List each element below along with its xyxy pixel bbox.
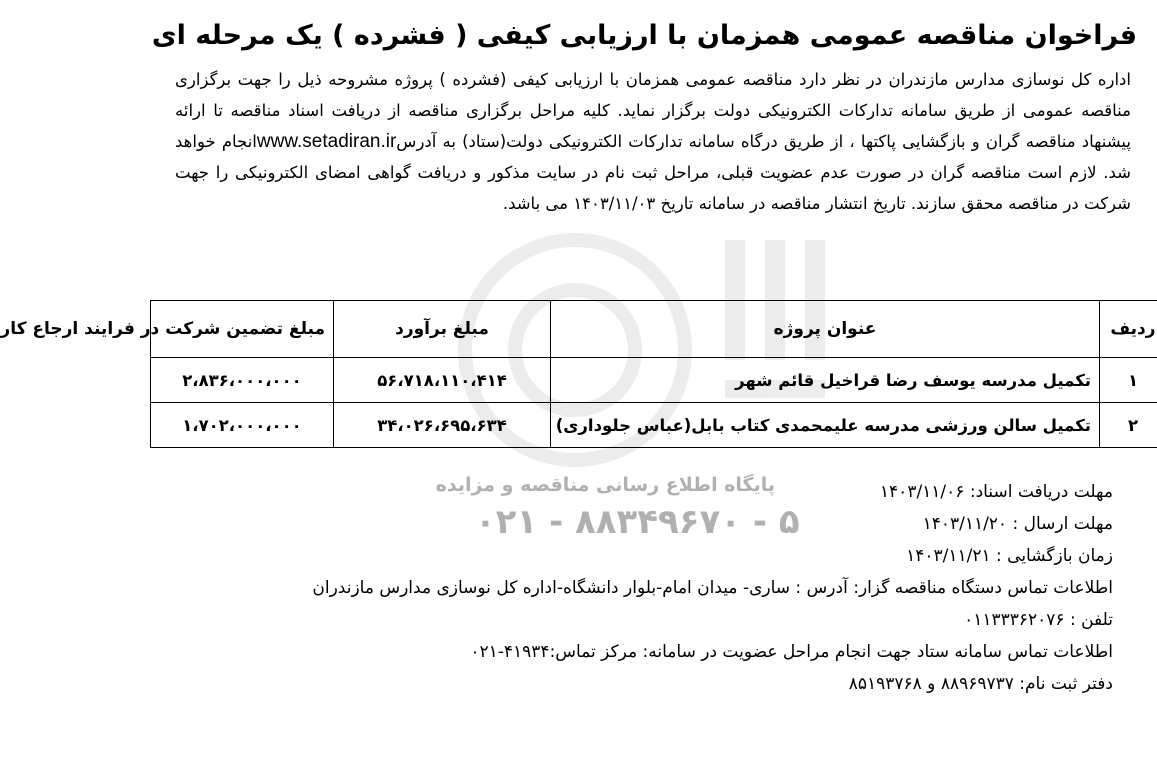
intro-text-part2: انجام خواهد شد. لازم است مناقصه گران در صورت عدم عضویت قبلی، مراحل ثبت نام در سایت مذکور و دریافت گواهی امضای الکترونیکی را جهت شرکت در مناقصه محقق سازند. تاریخ انتشار مناقصه در سامانه تاریخ ۱۴۰۳/۱۱/۰۳ می باشد. xyxy=(175,132,1131,213)
row-index: ۱ xyxy=(1100,358,1157,403)
setad-contact: اطلاعات تماس سامانه ستاد جهت انجام مراحل عضویت در سامانه: مرکز تماس:۴۱۹۳۴-۰۲۱ xyxy=(470,642,1113,662)
contact-phone: تلفن : ۰۱۱۳۳۳۶۲۰۷۶ xyxy=(964,610,1113,630)
row-estimate: ۵۶،۷۱۸،۱۱۰،۴۱۴ xyxy=(334,358,551,403)
contact-address: اطلاعات تماس دستگاه مناقصه گزار: آدرس : ساری- میدان امام-بلوار دانشگاه-اداره کل نوسازی مدارس مازندران xyxy=(312,578,1113,598)
row-index: ۲ xyxy=(1100,403,1157,448)
doc-deadline: مهلت دریافت اسناد: ۱۴۰۳/۱۱/۰۶ xyxy=(879,482,1113,502)
header-guarantee: مبلغ تضمین شرکت در فرایند ارجاع کار xyxy=(151,301,334,358)
registration-office: دفتر ثبت نام: ۸۸۹۶۹۷۳۷ و ۸۵۱۹۳۷۶۸ xyxy=(848,674,1113,694)
row-project-title: تکمیل سالن ورزشی مدرسه علیمحمدی کتاب بابل(عباس جلوداری) xyxy=(551,403,1100,448)
header-estimate: مبلغ برآورد xyxy=(334,301,551,358)
row-guarantee: ۲،۸۳۶،۰۰۰،۰۰۰ xyxy=(151,358,334,403)
row-estimate: ۳۴،۰۲۶،۶۹۵،۶۳۴ xyxy=(334,403,551,448)
stamp-title: پایگاه اطلاع رسانی مناقصه و مزایده xyxy=(435,474,775,496)
table-row xyxy=(151,358,1157,403)
intro-text-part1: اداره کل نوسازی مدارس مازندران در نظر دارد مناقصه عمومی همزمان با ارزیابی کیفی (فشرده ) پروژه مشروحه ذیل را جهت برگزاری مناقصه عمومی از طریق سامانه تدارکات الکترونیکی دولت برگزار نماید. کلیه مراحل برگزاری مناقصه از دریافت اسناد مناقصه تا ارائه پیشنهاد مناقصه گران و بازگشایی پاکتها ، از طریق درگاه سامانه تدارکات الکترونیکی دولت(ستاد) به آدرس xyxy=(175,70,1131,151)
projects-table xyxy=(0,300,1157,448)
tender-details xyxy=(213,476,1113,700)
stamp-phone: ۰۲۱ - ۸۸۳۴۹۶۷۰ - ۵ xyxy=(475,502,800,542)
row-project-title: تکمیل مدرسه یوسف رضا قراخیل قائم شهر xyxy=(551,358,1100,403)
opening-time: زمان بازگشایی : ۱۴۰۳/۱۱/۲۱ xyxy=(906,546,1113,566)
setad-url-link[interactable]: www.setadiran.ir xyxy=(256,131,397,152)
row-guarantee: ۱،۷۰۲،۰۰۰،۰۰۰ xyxy=(151,403,334,448)
notice-title: فراخوان مناقصه عمومی همزمان با ارزیابی کیفی ( فشرده ) یک مرحله ای xyxy=(151,20,1137,51)
table-header-row xyxy=(151,301,1157,358)
submit-deadline: مهلت ارسال : ۱۴۰۳/۱۱/۲۰ xyxy=(922,514,1113,534)
table-row xyxy=(151,403,1157,448)
header-row-number: ردیف xyxy=(1100,301,1157,358)
header-project-title: عنوان پروژه xyxy=(551,301,1100,358)
notice-intro xyxy=(175,64,1131,286)
